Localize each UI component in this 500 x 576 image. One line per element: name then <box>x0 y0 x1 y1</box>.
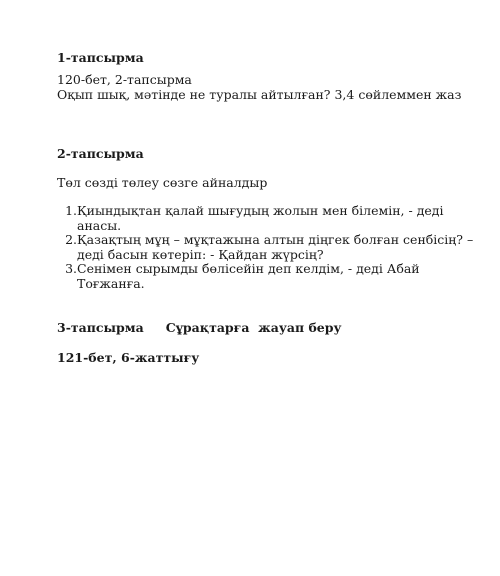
list-item-number: 1. <box>65 203 77 218</box>
list-item-line1: Қиындықтан қалай шығудың жолын мен білемін, - деді <box>77 203 444 218</box>
task3-subheading: Сұрақтарға жауап беру <box>165 320 342 335</box>
list-item-line1: Қазақтың мұң – мұқтажына алтын діңгек болған сенбісің? – <box>77 232 474 247</box>
list-item-number: 2. <box>65 232 77 247</box>
task2-list <box>57 204 477 291</box>
task4-heading: 121-бет, 6-жаттығу <box>57 350 200 365</box>
list-item-line2: Тоғжанға. <box>77 275 145 291</box>
task1-heading: 1-тапсырма <box>57 50 144 65</box>
task2-heading: 2-тапсырма <box>57 146 144 161</box>
list-item <box>57 204 477 233</box>
task2-instruction: Төл сөзді төлеу сөзге айналдыр <box>57 175 268 190</box>
list-item-line2: деді басын көтеріп: - Қайдан жүрсің? <box>77 246 324 262</box>
list-item <box>57 233 477 262</box>
task3-heading: 3-тапсырма <box>57 320 144 335</box>
task1-line1: 120-бет, 2-тапсырма <box>57 72 192 87</box>
list-item-line2: анасы. <box>77 217 122 233</box>
task1-line2: Оқып шық, мәтінде не туралы айтылған? 3,4 сөйлеммен жаз <box>57 87 462 102</box>
list-item-line1: Сенімен сырымды бөлісейін деп келдім, - деді Абай <box>77 261 420 276</box>
list-item-number: 3. <box>65 261 77 276</box>
task3-heading-row <box>57 320 341 335</box>
list-item <box>57 262 477 291</box>
